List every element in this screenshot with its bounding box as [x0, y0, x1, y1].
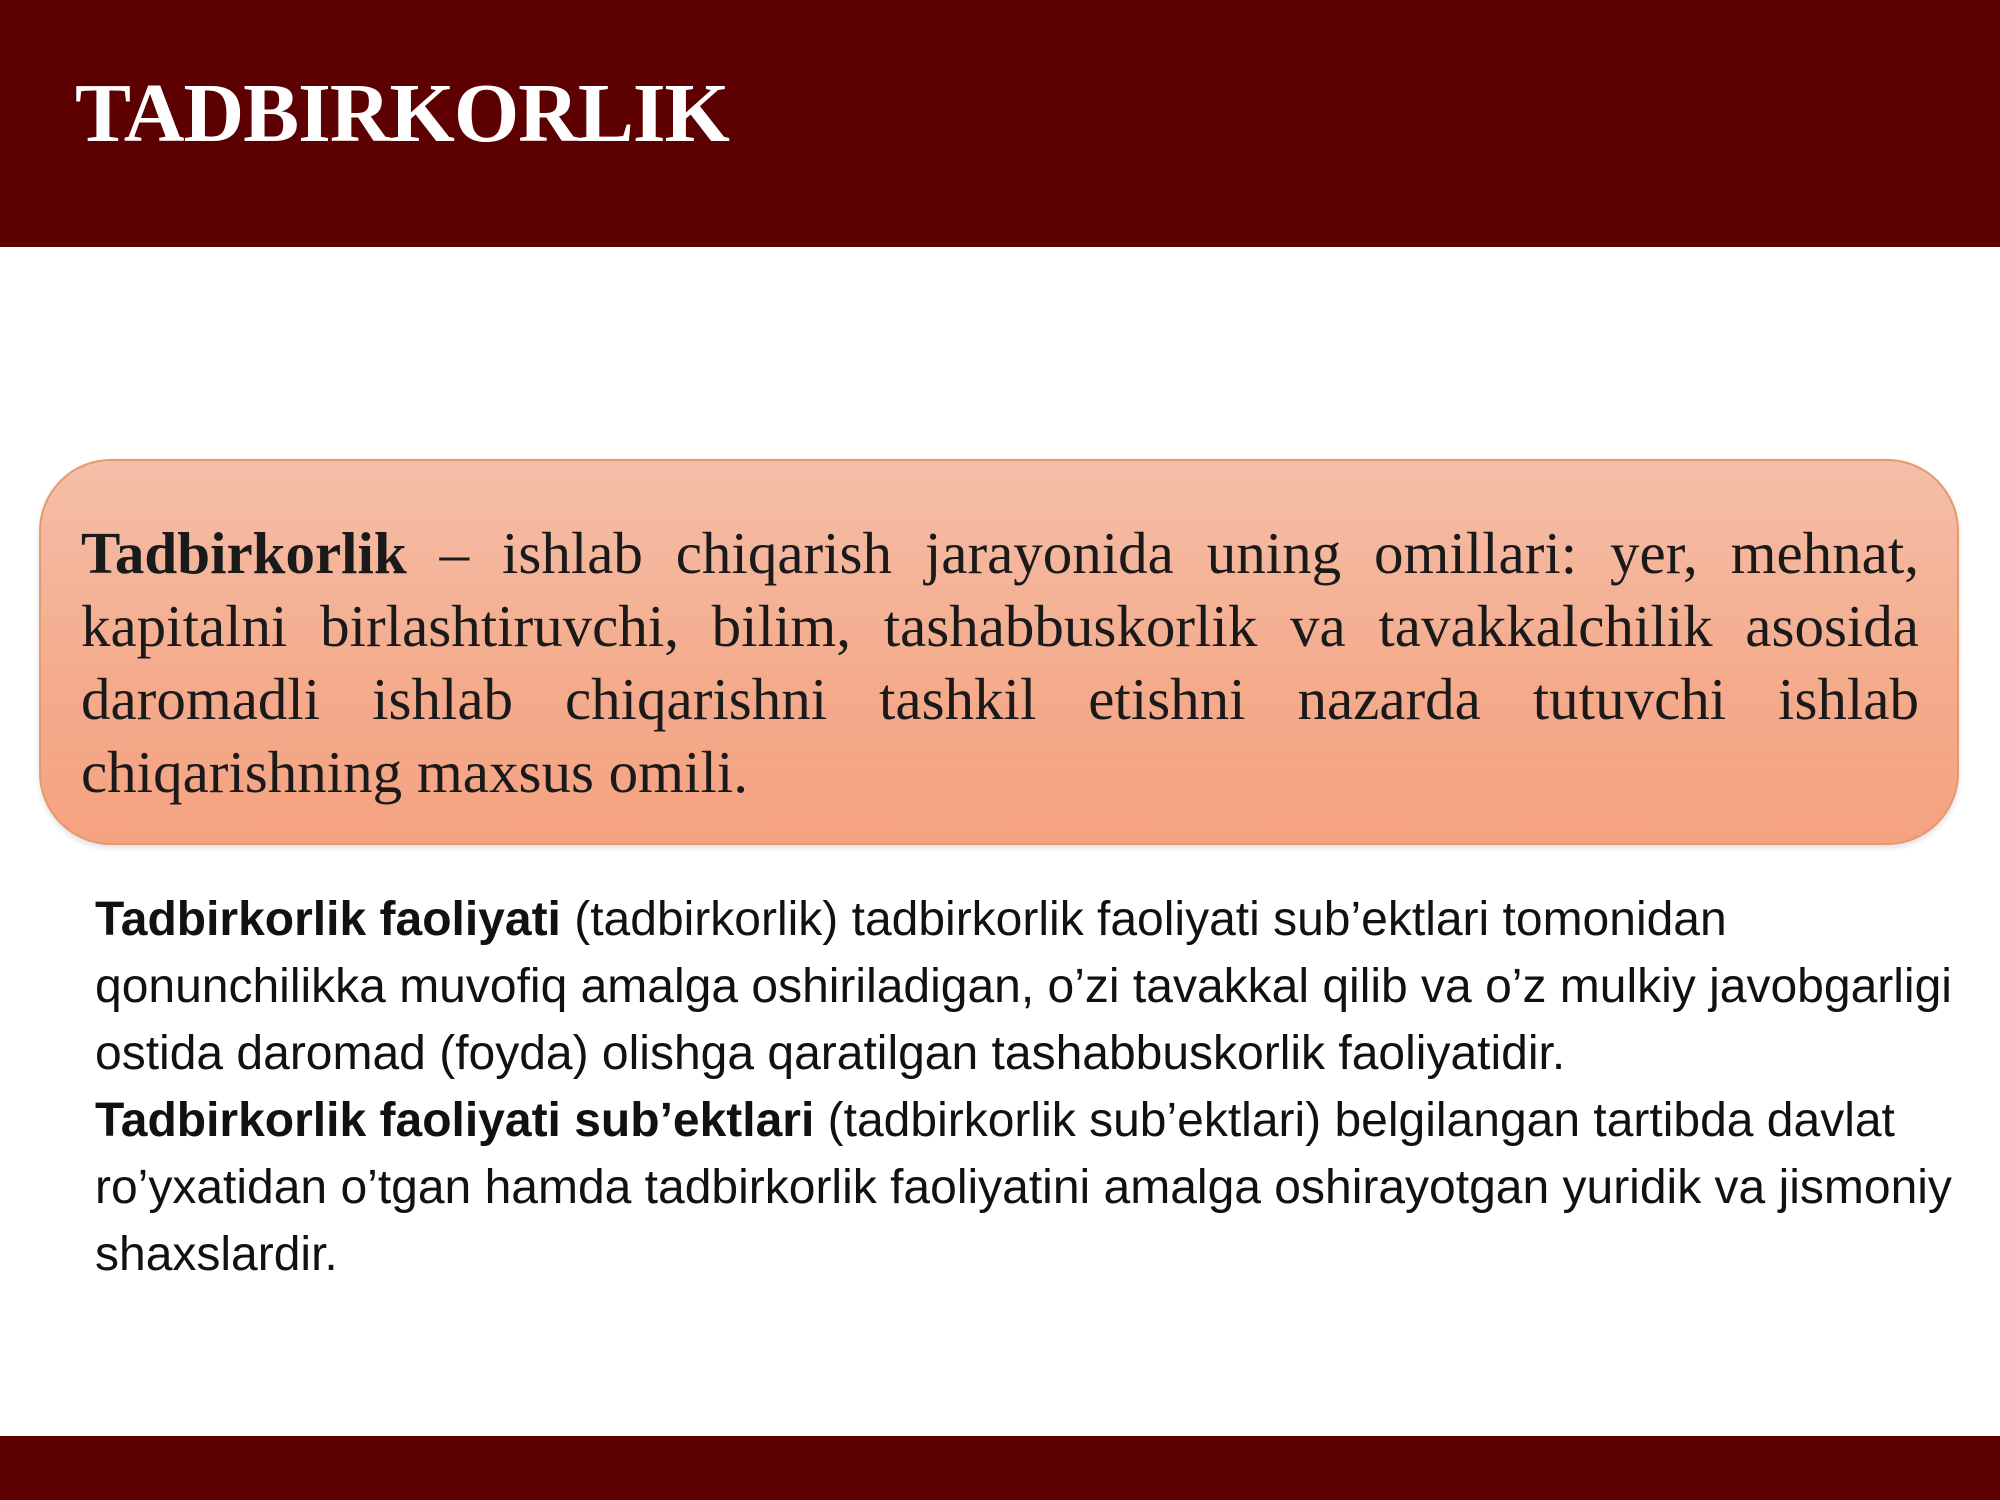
definition-body: – ishlab chiqarish jarayonida uning omillari: yer, mehnat, kapitalni birlashtiruvchi, bilim, tashabbuskorlik va tavakkalchilik asosida daromadli ishlab chiqarishni tashkil etishni nazarda tutuvchi ishlab chiqarishning maxsus omili. — [81, 520, 1919, 805]
body-text — [95, 886, 1955, 1288]
paragraph-term: Tadbirkorlik faoliyati sub’ektlari — [95, 1094, 815, 1147]
paragraph-body: (tadbirkorlik sub’ektlari) belgilangan tartibda davlat ro’yxatidan o’tgan hamda tadbirkorlik faoliyatini amalga oshirayotgan yuridik va jismoniy shaxslardir. — [95, 1094, 1952, 1281]
paragraph-term: Tadbirkorlik faoliyati — [95, 893, 561, 946]
footer-band — [0, 1436, 2000, 1500]
slide-title: TADBIRKORLIK — [75, 67, 729, 160]
definition-box — [39, 459, 1959, 845]
paragraph-subektlari — [95, 1087, 1955, 1288]
definition-term: Tadbirkorlik — [81, 520, 407, 586]
paragraph-faoliyati — [95, 886, 1955, 1087]
header-band — [0, 0, 2000, 247]
paragraph-body: (tadbirkorlik) tadbirkorlik faoliyati sub’ektlari tomonidan qonunchilikka muvofiq amalga oshiriladigan, o’zi tavakkal qilib va o’z mulkiy javobgarligi ostida daromad (foyda) olishga qaratilgan tashabbuskorlik faoliyatidir. — [95, 893, 1952, 1080]
definition-text — [81, 517, 1919, 809]
